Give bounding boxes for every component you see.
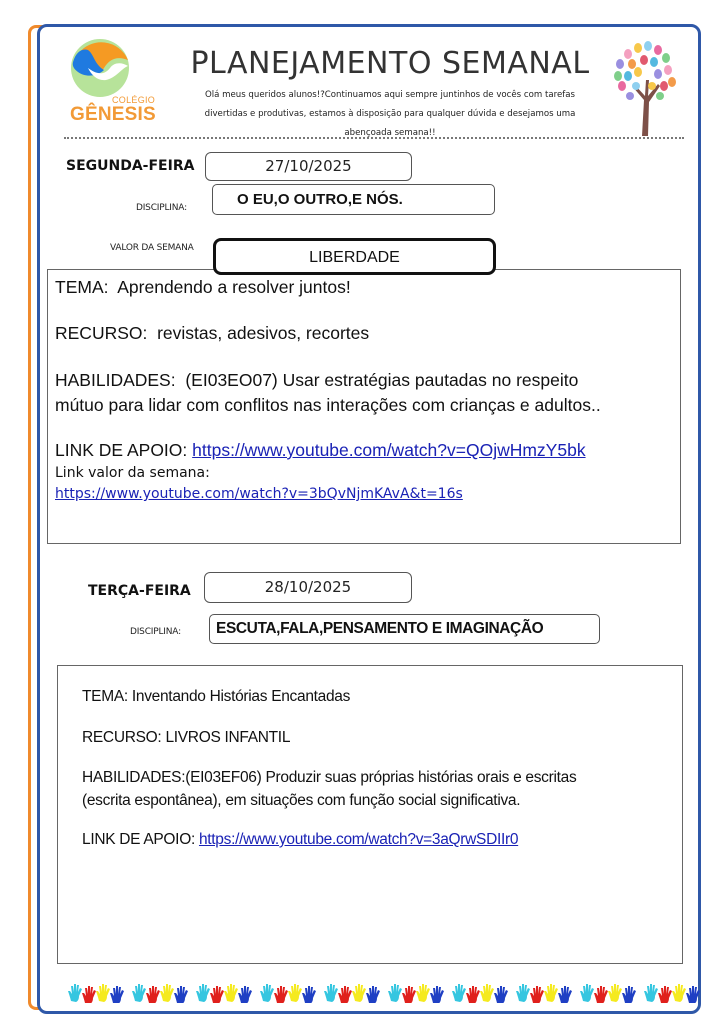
value-label: VALOR DA SEMANA — [110, 243, 194, 253]
habilidades-label: HABILIDADES: — [55, 370, 176, 390]
intro-line: Olá meus queridos alunos!?Continuamos aqui sempre juntinhos de vocês com tarefas — [204, 90, 576, 100]
habilidades-line-2: mútuo para lidar com conflitos nas interações com crianças e adultos.. — [55, 395, 601, 415]
handprint-icon — [516, 983, 530, 1003]
day-label-tuesday: TERÇA-FEIRA — [88, 583, 191, 599]
support-link-label: LINK DE APOIO: — [82, 831, 195, 848]
handprint-icon — [672, 983, 686, 1003]
handprint-group — [324, 983, 380, 1005]
handprint-icon — [452, 983, 466, 1003]
handprint-icon — [594, 983, 608, 1003]
handprint-icon — [338, 983, 352, 1003]
handprint-icon — [110, 983, 124, 1003]
handprint-group — [68, 983, 124, 1005]
handprint-icon — [160, 983, 174, 1003]
tuesday-content-box — [57, 665, 683, 964]
recurso-label: RECURSO: — [55, 323, 148, 343]
habilidades-label: HABILIDADES: — [82, 769, 186, 786]
tema-value: Inventando Histórias Encantadas — [131, 688, 351, 705]
tema-label: TEMA: — [55, 277, 109, 297]
handprint-icon — [288, 983, 302, 1003]
logo-circle-icon — [70, 38, 162, 98]
intro-line: divertidas e produtivas, estamos à disposição para qualquer dúvida e desejamos uma — [204, 109, 576, 119]
support-link-line — [82, 831, 518, 849]
support-link-line — [55, 440, 586, 461]
handprint-icon — [530, 983, 544, 1003]
handprint-group — [196, 983, 252, 1005]
handprint-icon — [302, 983, 316, 1003]
handprint-icon — [622, 983, 636, 1003]
recurso-value: LIVROS INFANTIL — [165, 729, 291, 746]
handprint-icon — [132, 983, 146, 1003]
support-link[interactable]: https://www.youtube.com/watch?v=QOjwHmzY5bk — [192, 440, 586, 460]
discipline-field-tuesday: ESCUTA,FALA,PENSAMENTO E IMAGINAÇÃO — [209, 614, 600, 644]
handprint-group — [580, 983, 636, 1005]
handprint-icon — [494, 983, 508, 1003]
handprint-group — [516, 983, 572, 1005]
logo-colegio-text: COLÉGIO — [112, 95, 156, 105]
handprint-icon — [430, 983, 444, 1003]
recurso-label: RECURSO: — [82, 729, 162, 746]
handprint-icon — [352, 983, 366, 1003]
date-field-tuesday: 28/10/2025 — [204, 572, 412, 603]
recurso-line — [55, 323, 369, 344]
handprint-icon — [580, 983, 594, 1003]
handprint-icon — [366, 983, 380, 1003]
tema-value: Aprendendo a resolver juntos! — [117, 277, 351, 297]
value-field: LIBERDADE — [213, 238, 496, 275]
handprint-icon — [238, 983, 252, 1003]
handprint-icon — [260, 983, 274, 1003]
tema-line — [82, 688, 350, 706]
handprint-icon — [68, 983, 82, 1003]
handprint-icon — [96, 983, 110, 1003]
handprint-group — [132, 983, 188, 1005]
handprint-icon — [402, 983, 416, 1003]
date-field-monday: 27/10/2025 — [205, 152, 412, 181]
handprints-border — [68, 983, 668, 1005]
handprint-group — [452, 983, 508, 1005]
school-logo — [68, 38, 160, 128]
handprint-icon — [82, 983, 96, 1003]
value-link-label: Link valor da semana: — [55, 465, 210, 481]
discipline-label-monday: DISCIPLINA: — [136, 203, 187, 213]
handprint-icon — [174, 983, 188, 1003]
habilidades-line-2: (escrita espontânea), em situações com função social significativa. — [82, 792, 521, 809]
habilidades-value: (EI03EO07) Usar estratégias pautadas no respeito — [185, 370, 579, 390]
value-link-line — [55, 486, 463, 502]
recurso-value: revistas, adesivos, recortes — [157, 323, 370, 343]
intro-line: abençoada semana!! — [344, 128, 436, 138]
discipline-field-monday: O EU,O OUTRO,E NÓS. — [212, 184, 495, 215]
handprint-group — [260, 983, 316, 1005]
handprint-group — [644, 983, 700, 1005]
handprint-icon — [658, 983, 672, 1003]
habilidades-line — [82, 769, 576, 787]
handprint-icon — [544, 983, 558, 1003]
handprint-icon — [558, 983, 572, 1003]
handprint-icon — [480, 983, 494, 1003]
logo-genesis-text: GÊNESIS — [70, 104, 156, 125]
handprint-group — [388, 983, 444, 1005]
handprint-icon — [274, 983, 288, 1003]
handprint-icon — [210, 983, 224, 1003]
handprint-icon — [146, 983, 160, 1003]
handprint-icon — [196, 983, 210, 1003]
tema-label: TEMA: — [82, 688, 128, 705]
recurso-line — [82, 729, 290, 747]
habilidades-line — [55, 370, 578, 391]
support-link[interactable]: https://www.youtube.com/watch?v=3aQrwSDIIr0 — [198, 831, 519, 848]
tema-line — [55, 277, 351, 298]
handprint-icon — [644, 983, 658, 1003]
habilidades-value: (EI03EF06) Produzir suas próprias histórias orais e escritas — [185, 769, 577, 786]
handprint-icon — [224, 983, 238, 1003]
handprint-icon — [388, 983, 402, 1003]
support-link-label: LINK DE APOIO: — [55, 440, 188, 460]
handprint-icon — [466, 983, 480, 1003]
day-label-monday: SEGUNDA-FEIRA — [66, 158, 195, 174]
page-title: PLANEJAMENTO SEMANAL — [190, 46, 590, 81]
intro-message — [174, 86, 606, 143]
handprint-icon — [416, 983, 430, 1003]
handprint-icon — [686, 983, 700, 1003]
handprint-icon — [608, 983, 622, 1003]
monday-content-box — [47, 269, 681, 544]
header-divider — [64, 137, 684, 139]
discipline-label-tuesday: DISCIPLINA: — [130, 627, 181, 637]
colorful-tree-icon — [608, 40, 682, 136]
value-link[interactable]: https://www.youtube.com/watch?v=3bQvNjmKAvA&t=16s — [55, 486, 463, 502]
handprint-icon — [324, 983, 338, 1003]
